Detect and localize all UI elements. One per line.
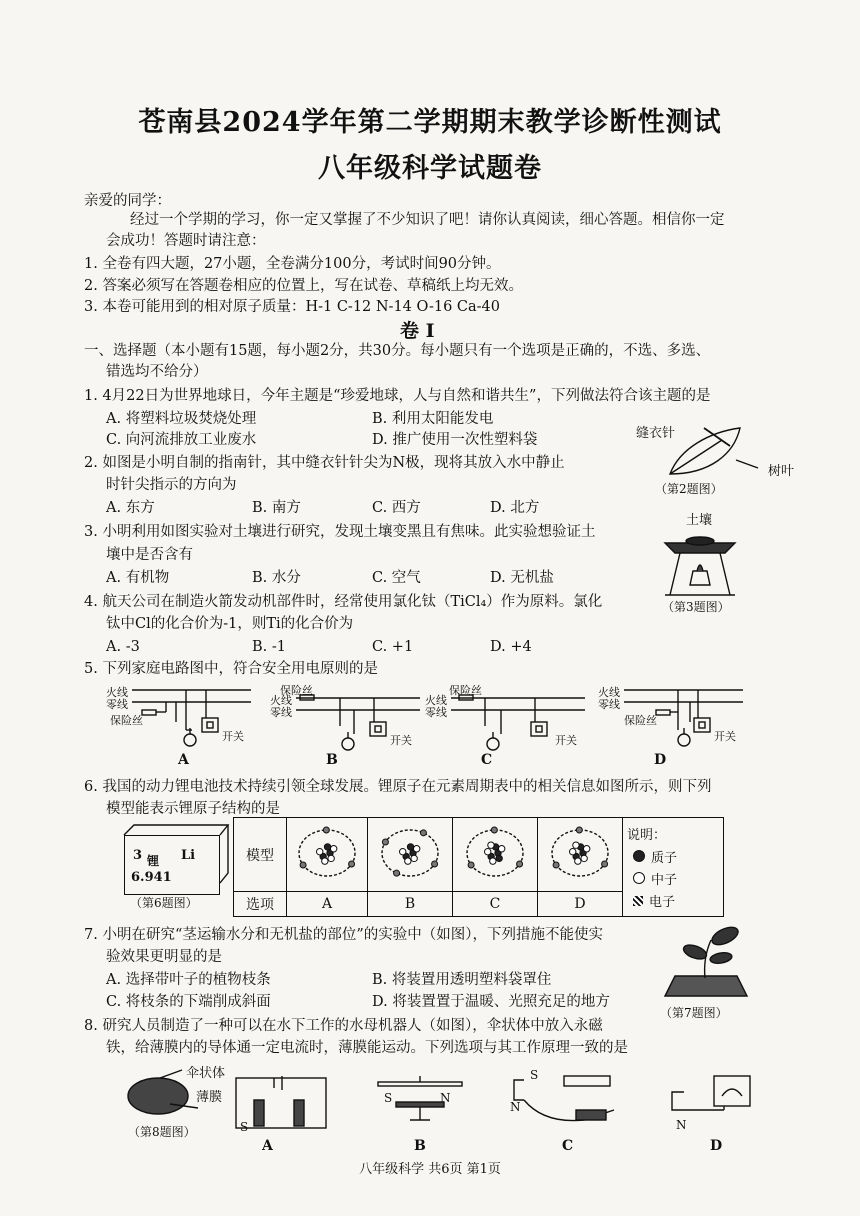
q6-legend-title: 说明： xyxy=(627,828,667,843)
q6-legend-proton: 质子 xyxy=(651,851,678,866)
electron-mark xyxy=(491,827,497,833)
q7-option-b: B. 将装置用透明塑料袋罩住 xyxy=(372,972,552,988)
neutron-mark xyxy=(581,855,587,861)
q6-legend-neutron: 中子 xyxy=(651,873,678,888)
volume-heading: 卷 I xyxy=(400,320,435,342)
q2-option-c: C. 西方 xyxy=(372,500,421,516)
q5c-neutral-label: 零线 xyxy=(425,706,447,719)
q6-option-d: D xyxy=(538,892,623,917)
q8-umbrella-label: 伞状体 xyxy=(186,1066,226,1081)
neutron-mark xyxy=(485,848,491,854)
q6-card-top xyxy=(124,823,234,843)
q5-label-b: B xyxy=(326,752,338,768)
proton-symbol-icon xyxy=(633,850,645,862)
proton-mark xyxy=(496,855,502,861)
q7-plant-figure xyxy=(655,918,765,1003)
q5-stem: 5. 下列家庭电路图中，符合安全用电原则的是 xyxy=(84,661,378,677)
q3-option-b: B. 水分 xyxy=(252,570,301,586)
q7-stem-1: 7. 小明在研究“茎运输水分和无机盐的部位”的实验中（如图），下列措施不能使实 xyxy=(84,927,604,943)
q5a-live-label: 火线 xyxy=(106,686,128,699)
neutron-mark xyxy=(317,848,323,854)
q8-label-a: A xyxy=(262,1138,273,1154)
q6-element-name: 锂 xyxy=(147,854,160,868)
q3-stem-2: 壤中是否含有 xyxy=(106,547,193,563)
q6-figure-caption: （第6题图） xyxy=(130,896,198,910)
intro-line-1: 经过一个学期的学习，你一定又掌握了不少知识了吧！请你认真阅读，细心答题。相信你一定 xyxy=(130,212,725,228)
q5-label-a: A xyxy=(178,752,189,768)
q2-stem-1: 2. 如图是小明自制的指南针，其中缝衣针针尖为N极，现将其放入水中静止 xyxy=(84,455,565,471)
q6-model-a xyxy=(287,818,368,892)
neutron-symbol-icon xyxy=(633,872,645,884)
q3-heating-figure xyxy=(655,525,745,600)
neutron-mark xyxy=(575,858,581,864)
q8-stem-1: 8. 研究人员制造了一种可以在水下工作的水母机器人（如图），伞状体中放入永磁 xyxy=(84,1018,603,1034)
q1-option-c: C. 向河流排放工业废水 xyxy=(106,432,257,448)
q3-figure-caption: （第3题图） xyxy=(662,600,730,614)
q5d-fuse-label: 保险丝 xyxy=(624,714,657,727)
q5b-live-label: 火线 xyxy=(270,694,292,707)
q5c-switch-label: 开关 xyxy=(555,734,577,747)
q2-needle-label: 缝衣针 xyxy=(636,426,676,441)
q7-option-a: A. 选择带叶子的植物枝条 xyxy=(106,972,271,988)
neutron-mark xyxy=(330,845,336,851)
q4-option-b: B. -1 xyxy=(252,639,286,655)
neutron-mark xyxy=(328,855,334,861)
q4-option-d: D. +4 xyxy=(490,639,532,655)
q5a-switch-label: 开关 xyxy=(222,730,244,743)
q4-stem-1: 4. 航天公司在制造火箭发动机部件时，经常使用氯化钛（TiCl₄）作为原料。氯化 xyxy=(84,594,603,610)
q2-option-d: D. 北方 xyxy=(490,500,540,516)
q3-soil-label: 土壤 xyxy=(686,513,713,528)
q5b-switch-label: 开关 xyxy=(390,734,412,747)
q5-label-c: C xyxy=(481,752,493,768)
q2-option-a: A. 东方 xyxy=(106,500,155,516)
intro-line-2: 会成功！答题时请注意： xyxy=(106,233,266,249)
electron-mark xyxy=(349,861,355,867)
electron-mark xyxy=(323,827,329,833)
section-1-heading: 一、选择题（本小题有15题，每小题2分，共30分。每小题只有一个选项是正确的，不选、多选、 xyxy=(84,343,711,359)
q1-option-b: B. 利用太阳能发电 xyxy=(372,411,494,427)
q6-row-option: 选项 xyxy=(234,892,287,917)
q5b-fuse-label: 保险丝 xyxy=(280,684,313,697)
q8-membrane-label: 薄膜 xyxy=(196,1090,223,1105)
q5d-live-label: 火线 xyxy=(598,686,620,699)
electron-mark xyxy=(553,862,559,868)
note-1: 1. 全卷有四大题，27小题，全卷满分100分，考试时间90分钟。 xyxy=(84,256,501,272)
q7-figure-caption: （第7题图） xyxy=(660,1006,728,1020)
q5c-live-label: 火线 xyxy=(425,694,447,707)
q3-option-d: D. 无机盐 xyxy=(490,570,554,586)
electron-mark xyxy=(468,862,474,868)
exam-subtitle: 八年级科学试题卷 xyxy=(318,153,542,184)
q5d-switch-label: 开关 xyxy=(714,730,736,743)
greeting: 亲爱的同学： xyxy=(84,193,171,209)
neutron-mark xyxy=(411,855,417,861)
q6-option-a: A xyxy=(287,892,368,917)
q6-options-table xyxy=(233,817,724,917)
q7-option-d: D. 将装置置于温暖、光照充足的地方 xyxy=(372,994,610,1010)
q6-stem-2: 模型能表示锂原子结构的是 xyxy=(106,801,280,817)
q1-option-d: D. 推广使用一次性塑料袋 xyxy=(372,432,538,448)
neutron-mark xyxy=(488,842,494,848)
electron-mark xyxy=(382,839,388,845)
q2-option-b: B. 南方 xyxy=(252,500,301,516)
q2-leaf-label: 树叶 xyxy=(768,464,795,479)
q1-stem: 1. 4月22日为世界地球日，今年主题是“珍爱地球，人与自然和谐共生”，下列做法符合该主题的是 xyxy=(84,388,711,404)
electron-mark xyxy=(576,827,582,833)
q3-option-c: C. 空气 xyxy=(372,570,421,586)
proton-mark xyxy=(407,843,413,849)
q6-element-number: 3 xyxy=(133,848,143,863)
q8-label-b: B xyxy=(414,1138,426,1154)
q8-option-c-figure xyxy=(504,1070,634,1130)
q8-stem-2: 铁，给薄膜内的导体通一定电流时，薄膜能运动。下列选项与其工作原理一致的是 xyxy=(106,1040,628,1056)
page-footer: 八年级科学 共6页 第1页 xyxy=(359,1162,501,1177)
q5a-fuse-label: 保险丝 xyxy=(110,714,143,727)
proton-mark xyxy=(324,843,330,849)
neutron-mark xyxy=(400,848,406,854)
q2-figure-caption: （第2题图） xyxy=(655,482,723,496)
q8-option-a-figure xyxy=(234,1076,334,1136)
q2-stem-2: 时针尖指示的方向为 xyxy=(106,477,237,493)
electron-mark xyxy=(394,870,400,876)
q7-option-c: C. 将枝条的下端削成斜面 xyxy=(106,994,271,1010)
q3-stem-1: 3. 小明利用如图实验对土壤进行研究，发现土壤变黑且有焦味。此实验想验证土 xyxy=(84,524,596,540)
electron-mark xyxy=(602,861,608,867)
q6-legend xyxy=(623,818,724,917)
q6-model-c xyxy=(453,818,538,892)
q6-stem-1: 6. 我国的动力锂电池技术持续引领全球发展。锂原子在元素周期表中的相关信息如图所示，则下列 xyxy=(84,779,712,795)
q6-element-card xyxy=(124,835,220,895)
q5a-neutral-label: 零线 xyxy=(106,698,128,711)
section-1-heading-cont: 错选均不给分） xyxy=(106,364,208,380)
neutron-mark xyxy=(413,845,419,851)
electron-mark xyxy=(420,829,426,835)
neutron-mark xyxy=(583,845,589,851)
electron-mark xyxy=(300,862,306,868)
q4-option-a: A. -3 xyxy=(106,639,140,655)
neutron-mark xyxy=(322,858,328,864)
neutron-mark xyxy=(405,858,411,864)
q5c-fuse-label: 保险丝 xyxy=(449,684,482,697)
q5d-neutral-label: 零线 xyxy=(598,698,620,711)
q8-figure-caption: （第8题图） xyxy=(128,1125,196,1139)
electron-symbol-icon xyxy=(633,896,643,906)
q6-model-d xyxy=(538,818,623,892)
q6-element-mass: 6.941 xyxy=(131,870,172,885)
q4-stem-2: 钛中Cl的化合价为-1，则Ti的化合价为 xyxy=(106,616,354,632)
exam-title: 苍南县2024学年第二学期期末教学诊断性测试 xyxy=(138,107,722,138)
q7-stem-2: 验效果更明显的是 xyxy=(106,949,222,965)
q4-option-c: C. +1 xyxy=(372,639,414,655)
note-3: 3. 本卷可能用到的相对原子质量：H-1 C-12 N-14 O-16 Ca-40 xyxy=(84,299,500,315)
q6-option-c: C xyxy=(453,892,538,917)
q5-label-d: D xyxy=(654,752,667,768)
q6-element-symbol: Li xyxy=(181,848,196,863)
neutron-mark xyxy=(570,848,576,854)
q6-row-model: 模型 xyxy=(234,818,287,892)
q6-option-b: B xyxy=(368,892,453,917)
electron-mark xyxy=(517,861,523,867)
q8-label-c: C xyxy=(562,1138,574,1154)
q1-option-a: A. 将塑料垃圾焚烧处理 xyxy=(106,411,257,427)
q3-option-a: A. 有机物 xyxy=(106,570,170,586)
neutron-mark xyxy=(498,845,504,851)
q5b-neutral-label: 零线 xyxy=(270,706,292,719)
q6-legend-electron: 电子 xyxy=(649,895,676,910)
neutron-mark xyxy=(573,842,579,848)
q6-model-b xyxy=(368,818,453,892)
neutron-mark xyxy=(490,858,496,864)
q8-label-d: D xyxy=(710,1138,723,1154)
note-2: 2. 答案必须写在答题卷相应的位置上，写在试卷、草稿纸上均无效。 xyxy=(84,278,523,294)
electron-mark xyxy=(432,861,438,867)
